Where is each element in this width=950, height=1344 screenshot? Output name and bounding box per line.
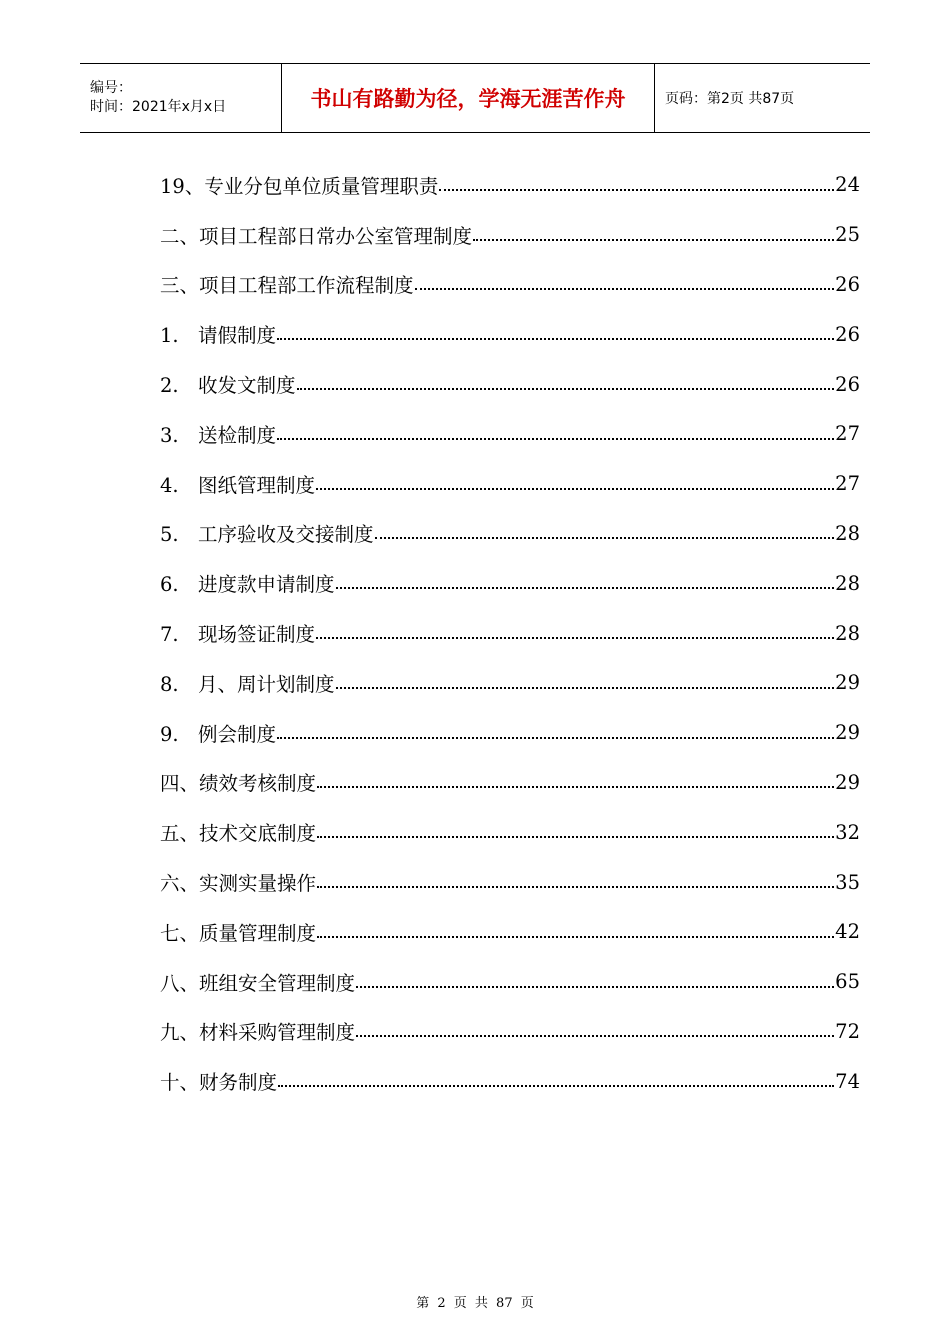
- toc-entry-label: [160, 420, 276, 448]
- toc-entry-page: 65: [835, 970, 860, 994]
- toc-entry-number: 6.: [160, 573, 179, 597]
- dot-leader: [317, 886, 834, 888]
- toc-entry-title: 送检制度: [198, 423, 277, 447]
- motto-text: 书山有路勤为径，学海无涯苦作舟: [310, 87, 626, 111]
- toc-entry-page: 35: [835, 870, 860, 894]
- toc-entry-title: 现场签证制度: [198, 623, 316, 647]
- header-meta-cell: [80, 64, 282, 132]
- toc-entry-number: 9.: [160, 722, 179, 746]
- toc-entry-title: 九、材料采购管理制度: [160, 1021, 356, 1045]
- dot-leader: [356, 1035, 834, 1037]
- toc-entry[interactable]: [160, 459, 860, 509]
- dot-leader: [473, 239, 834, 241]
- toc-entry[interactable]: [160, 509, 860, 559]
- header-page-cell: [655, 64, 870, 132]
- toc-entry[interactable]: [160, 807, 860, 857]
- toc-entry-title: 五、技术交底制度: [160, 822, 317, 846]
- toc-entry-title: 请假制度: [198, 324, 277, 348]
- toc-entry-label: [160, 519, 374, 547]
- toc-entry-page: 42: [835, 920, 860, 944]
- toc-entry-page: 29: [835, 671, 860, 695]
- toc-entry[interactable]: [160, 608, 860, 658]
- toc-entry-page: 32: [835, 820, 860, 844]
- dot-leader: [316, 488, 834, 490]
- toc-entry[interactable]: [160, 260, 860, 310]
- toc-entry-label: [160, 470, 315, 498]
- serial-number-label: 编号：: [90, 80, 132, 96]
- toc-entry[interactable]: [160, 658, 860, 708]
- page-header: [80, 63, 870, 133]
- dot-leader: [316, 637, 834, 639]
- toc-entry-page: 28: [835, 571, 860, 595]
- dot-leader: [317, 936, 834, 938]
- toc-entry-label: [160, 221, 472, 249]
- dot-leader: [415, 288, 835, 290]
- table-of-contents: [160, 160, 860, 1106]
- toc-entry[interactable]: [160, 558, 860, 608]
- dot-leader: [277, 737, 834, 739]
- toc-entry-page: 28: [835, 521, 860, 545]
- toc-entry[interactable]: [160, 160, 860, 210]
- toc-entry-title: 月、周计划制度: [198, 672, 335, 696]
- toc-entry[interactable]: [160, 409, 860, 459]
- toc-entry-title: 七、质量管理制度: [160, 921, 317, 945]
- dot-leader: [317, 786, 834, 788]
- toc-entry-number: 7.: [160, 623, 179, 647]
- toc-entry[interactable]: [160, 907, 860, 957]
- toc-entry-title: 二、项目工程部日常办公室管理制度: [160, 224, 473, 248]
- dot-leader: [336, 587, 835, 589]
- dot-leader: [277, 338, 834, 340]
- toc-entry-number: 3.: [160, 423, 179, 447]
- toc-entry-label: [160, 370, 296, 398]
- toc-entry-page: 74: [835, 1069, 860, 1093]
- toc-entry-title: 六、实测实量操作: [160, 872, 317, 896]
- toc-entry-page: 25: [835, 223, 860, 247]
- toc-entry-page: 72: [835, 1019, 860, 1043]
- toc-entry-page: 29: [835, 770, 860, 794]
- toc-entry-label: [160, 669, 335, 697]
- toc-entry[interactable]: [160, 1056, 860, 1106]
- toc-entry-label: [160, 569, 335, 597]
- toc-entry-page: 24: [835, 173, 860, 197]
- toc-entry-title: 四、绩效考核制度: [160, 772, 317, 796]
- toc-entry-page: 27: [835, 472, 860, 496]
- dot-leader: [375, 537, 835, 539]
- dot-leader: [336, 687, 835, 689]
- toc-entry[interactable]: [160, 309, 860, 359]
- toc-entry-title: 19、专业分包单位质量管理职责: [160, 174, 439, 198]
- toc-entry[interactable]: [160, 359, 860, 409]
- toc-entry-label: [160, 320, 276, 348]
- toc-entry-page: 27: [835, 422, 860, 446]
- dot-leader: [297, 388, 835, 390]
- toc-entry[interactable]: [160, 1007, 860, 1057]
- toc-entry-title: 收发文制度: [198, 374, 296, 398]
- toc-entry-title: 例会制度: [198, 722, 277, 746]
- toc-entry[interactable]: [160, 210, 860, 260]
- header-page-info: 页码：第2页 共87页: [665, 91, 795, 107]
- toc-entry[interactable]: [160, 708, 860, 758]
- toc-entry-title: 图纸管理制度: [198, 473, 316, 497]
- dot-leader: [278, 1085, 834, 1087]
- toc-entry-number: 1.: [160, 324, 179, 348]
- toc-entry-title: 八、班组安全管理制度: [160, 971, 356, 995]
- toc-entry-label: [160, 719, 276, 747]
- toc-entry-title: 进度款申请制度: [198, 573, 335, 597]
- toc-entry-number: 8.: [160, 672, 179, 696]
- toc-entry-title: 工序验收及交接制度: [198, 523, 374, 547]
- toc-entry[interactable]: [160, 758, 860, 808]
- toc-entry-title: 十、财务制度: [160, 1071, 278, 1095]
- toc-entry-label: [160, 968, 355, 996]
- dot-leader: [356, 986, 834, 988]
- dot-leader: [277, 438, 834, 440]
- toc-entry[interactable]: [160, 957, 860, 1007]
- dot-leader: [439, 189, 834, 191]
- toc-entry-label: [160, 619, 315, 647]
- toc-entry-label: [160, 1067, 277, 1095]
- toc-entry-label: [160, 868, 316, 896]
- toc-entry-label: [160, 1017, 355, 1045]
- toc-entry-number: 4.: [160, 473, 179, 497]
- date-label: 时间：2021年x月x日: [90, 99, 227, 115]
- toc-entry-label: [160, 768, 316, 796]
- toc-entry-page: 26: [835, 272, 860, 296]
- toc-entry-label: [160, 270, 414, 298]
- toc-entry-number: 2.: [160, 374, 179, 398]
- toc-entry-label: [160, 171, 438, 199]
- toc-entry[interactable]: [160, 857, 860, 907]
- toc-entry-label: [160, 818, 316, 846]
- toc-entry-page: 29: [835, 721, 860, 745]
- toc-entry-page: 28: [835, 621, 860, 645]
- page-footer: 第 2 页 共 87 页: [416, 1296, 534, 1311]
- dot-leader: [317, 836, 834, 838]
- toc-entry-page: 26: [835, 372, 860, 396]
- toc-entry-label: [160, 918, 316, 946]
- toc-entry-title: 三、项目工程部工作流程制度: [160, 274, 414, 298]
- header-motto-cell: [282, 64, 655, 132]
- toc-entry-number: 5.: [160, 523, 179, 547]
- toc-entry-page: 26: [835, 322, 860, 346]
